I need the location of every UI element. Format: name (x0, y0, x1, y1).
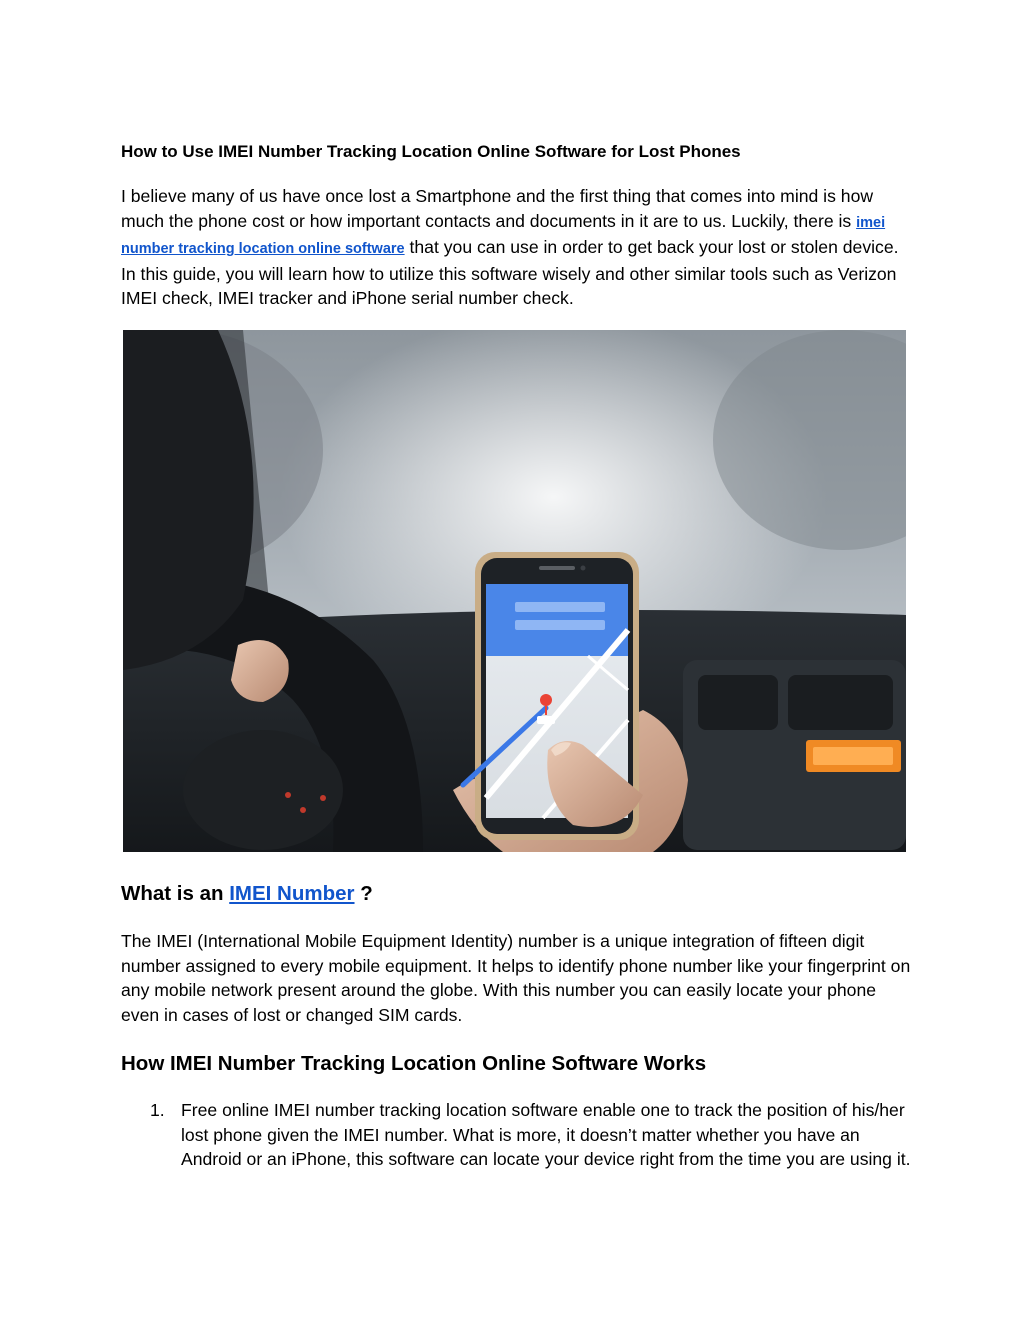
phone-map-photo (123, 330, 906, 852)
how-it-works-list (121, 1098, 911, 1172)
imei-definition-paragraph: The IMEI (International Mobile Equipment Identity) number is a unique integration of fifteen digit number assigned to every mobile equipment. It helps to identify phone number like your fingerprint on any mobile network present around the globe. With this number you can easily locate your phone even in cases of lost or changed SIM cards. (121, 931, 911, 1025)
imei-number-link[interactable]: IMEI Number (229, 882, 355, 905)
list-item-text: Free online IMEI number tracking location software enable one to track the position of his/her lost phone given the IMEI number. What is more, it doesn’t matter whether you have an Android or an iPhone, this software can locate your device right from the time you are using it. (181, 1100, 911, 1169)
imei-tracking-software-link[interactable]: imei number tracking location online software (121, 214, 886, 257)
list-item (121, 1098, 911, 1172)
list-item-number: 1. (150, 1100, 165, 1120)
imei-heading-prefix: What is an (121, 882, 230, 905)
intro-text-start: I believe many of us have once lost a Smartphone and the first thing that comes into mind is how much the phone cost or how important contacts and documents in it are to us. Luckily, there is (121, 186, 874, 231)
how-it-works-heading: How IMEI Number Tracking Location Online Software Works (121, 1052, 707, 1075)
page-title: How to Use IMEI Number Tracking Location Online Software for Lost Phones (121, 142, 741, 161)
imei-heading-suffix: ? (354, 882, 373, 905)
imei-number-heading (121, 881, 373, 907)
intro-text-end: that you can use in order to get back your lost or stolen device. In this guide, you will learn how to utilize this software wisely and other similar tools such as Verizon IMEI check, IMEI tracker and iPhone serial number check. (121, 237, 899, 308)
intro-paragraph (121, 184, 911, 311)
